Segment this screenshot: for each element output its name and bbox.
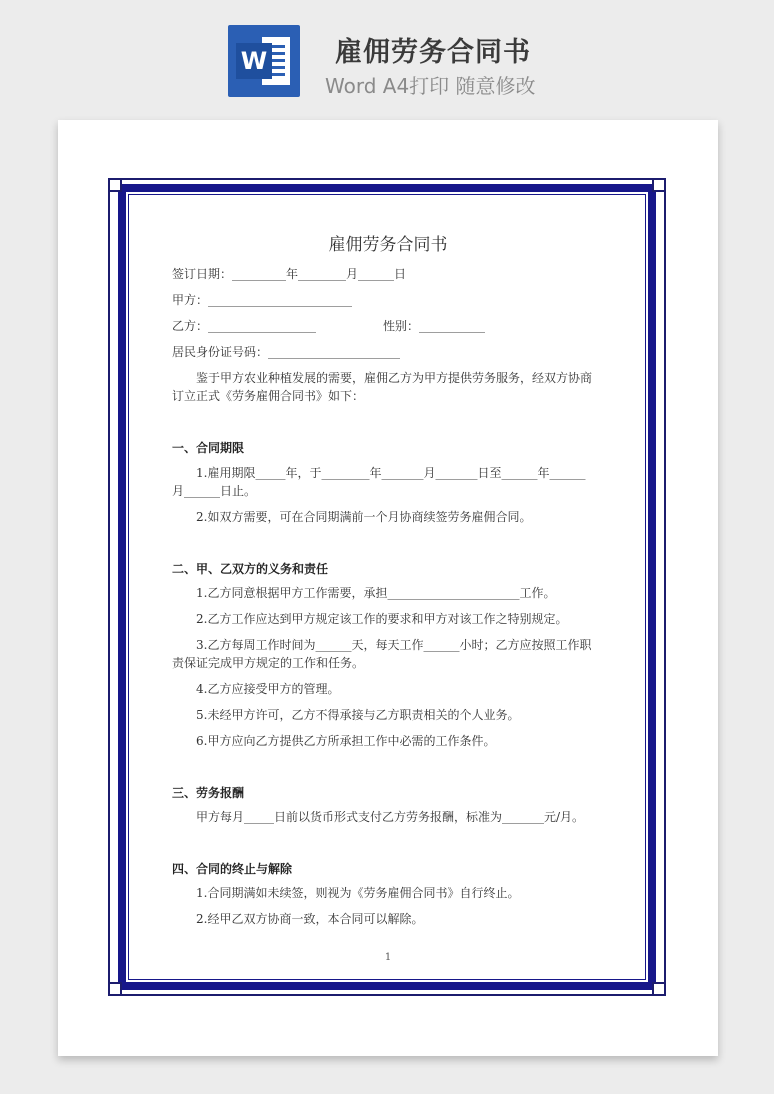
clause-line: 2.如双方需要，可在合同期满前一个月协商续签劳务雇佣合同。 (196, 510, 532, 524)
word-icon (228, 25, 300, 97)
header-title: 雇佣劳务合同书 (335, 37, 531, 68)
clause-line: 3.乙方每周工作时间为______天，每天工作______小时；乙方应按照工作职 (196, 638, 592, 652)
party-b-field: 乙方：__________________ (172, 319, 317, 333)
clause-line: 1.合同期满如未续签，则视为《劳务雇佣合同书》自行终止。 (196, 886, 520, 900)
document-content (58, 120, 718, 1056)
page-number: 1 (384, 952, 392, 963)
word-letter: W (236, 43, 272, 79)
party-a-field: 甲方：________________________ (172, 293, 353, 307)
clause-line: 5.未经甲方许可，乙方不得承接与乙方职责相关的个人业务。 (196, 708, 520, 722)
header (0, 0, 774, 118)
intro-paragraph-line: 订立正式《劳务雇佣合同书》如下： (172, 389, 365, 403)
clause-line: 1.乙方同意根据甲方工作需要，承担______________________工作。 (196, 586, 556, 600)
section-heading: 一、合同期限 (172, 441, 245, 455)
section-heading: 二、甲、乙双方的义务和责任 (172, 562, 329, 576)
section-heading: 四、合同的终止与解除 (172, 862, 293, 876)
clause-line: 4.乙方应接受甲方的管理。 (196, 682, 340, 696)
document-page (58, 120, 718, 1056)
id-number-field: 居民身份证号码：______________________ (172, 345, 401, 359)
document-title: 雇佣劳务合同书 (328, 235, 448, 255)
clause-line: 2.经甲乙双方协商一致，本合同可以解除。 (196, 912, 424, 926)
section-heading: 三、劳务报酬 (172, 786, 245, 800)
clause-line: 月______日止。 (172, 484, 257, 498)
clause-line: 2.乙方工作应达到甲方规定该工作的要求和甲方对该工作之特别规定。 (196, 612, 568, 626)
clause-line: 1.雇用期限_____年，于________年_______月_______日至______年______ (196, 466, 586, 480)
clause-line: 甲方每月_____日前以货币形式支付乙方劳务报酬，标准为_______元/月。 (196, 810, 585, 824)
intro-paragraph-line: 鉴于甲方农业种植发展的需要，雇佣乙方为甲方提供劳务服务，经双方协商 (196, 371, 593, 385)
sign-date-field: 签订日期：_________年________月______日 (172, 267, 407, 281)
gender-field: 性别：___________ (383, 319, 486, 333)
clause-line: 6.甲方应向乙方提供乙方所承担工作中必需的工作条件。 (196, 734, 496, 748)
clause-line: 责保证完成甲方规定的工作和任务。 (172, 656, 365, 670)
header-subtitle: Word A4打印 随意修改 (325, 74, 536, 98)
